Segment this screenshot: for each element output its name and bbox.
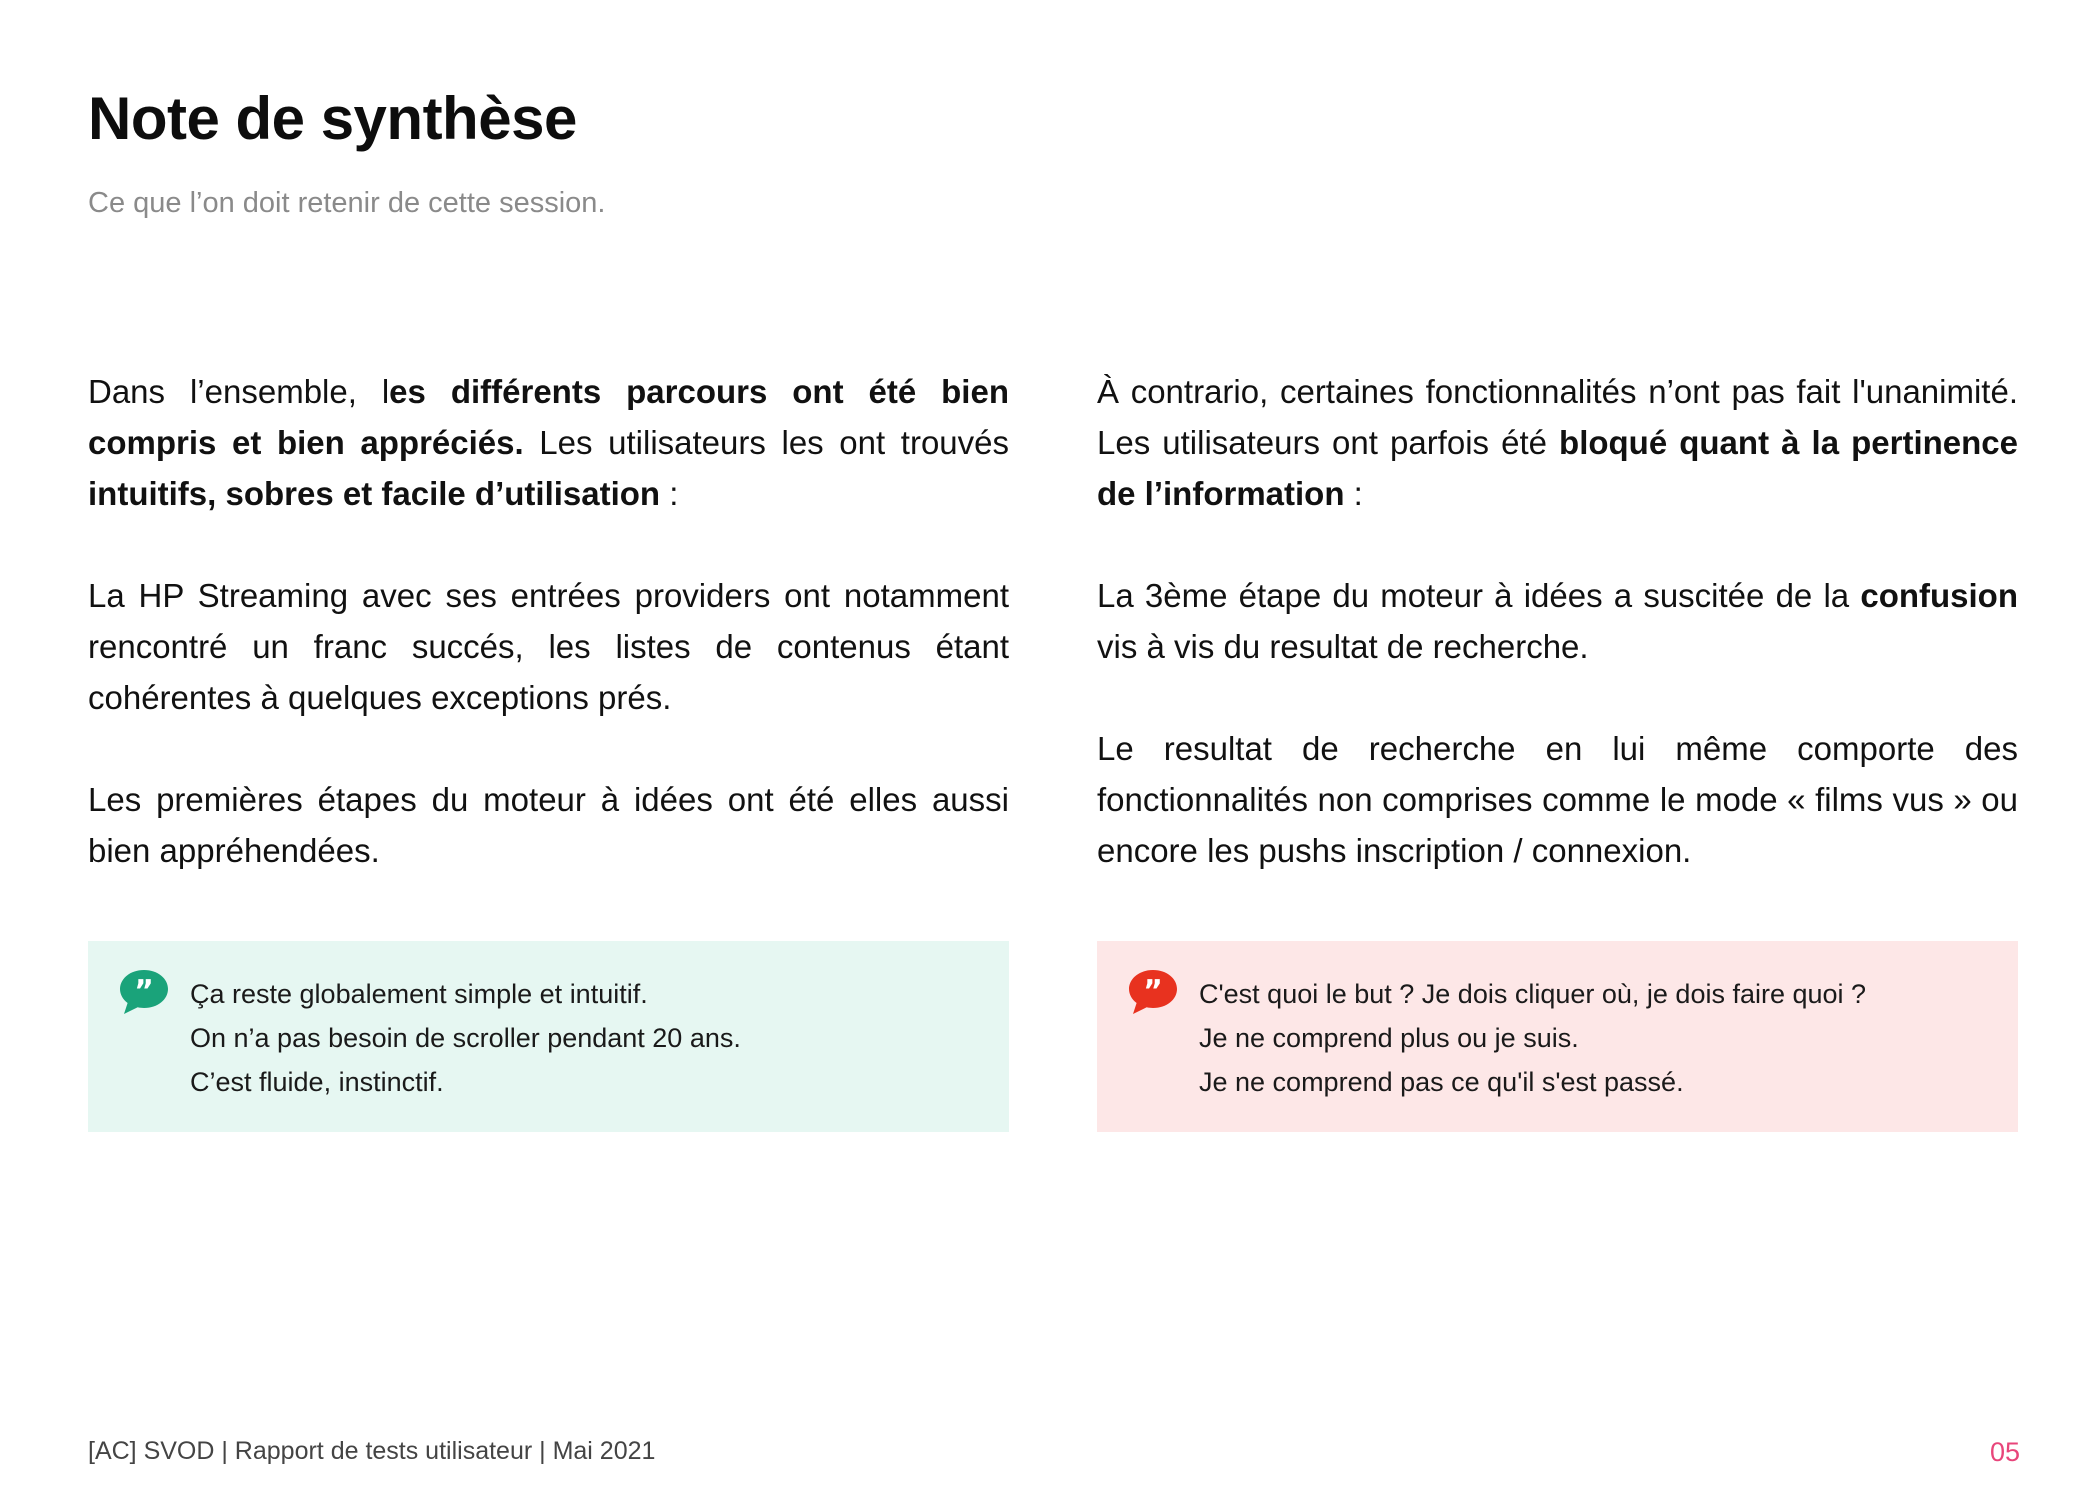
positive-quote-box bbox=[88, 941, 1009, 1132]
negative-quote-text bbox=[1199, 972, 1866, 1104]
svg-text:”: ” bbox=[1143, 974, 1163, 1009]
left-paragraph-2: La HP Streaming avec ses entrées providers ont notamment rencontré un franc succés, les listes de contenus étant cohérentes à quelques exceptions prés. bbox=[88, 577, 1009, 716]
right-paragraph-3: Le resultat de recherche en lui même comporte des fonctionnalités non comprises comme le mode « films vus » ou encore les pushs inscription / connexion. bbox=[1097, 730, 2018, 869]
right-column bbox=[1097, 366, 2018, 927]
quote-line: C'est quoi le but ? Je dois cliquer où, je dois faire quoi ? bbox=[1199, 979, 1867, 1009]
negative-quote-box bbox=[1097, 941, 2018, 1132]
footer-label: [AC] SVOD | Rapport de tests utilisateur | Mai 2021 bbox=[88, 1437, 656, 1465]
left-column bbox=[88, 366, 1009, 927]
left-paragraph-3: Les premières étapes du moteur à idées ont été elles aussi bien appréhendées. bbox=[88, 781, 1009, 869]
quote-line: Ça reste globalement simple et intuitif. bbox=[190, 979, 648, 1009]
svg-text:”: ” bbox=[134, 974, 154, 1009]
quote-line: Je ne comprend plus ou je suis. bbox=[1199, 1023, 1579, 1053]
left-paragraph-1: Dans l’ensemble, les différents parcours ont été bien compris et bien appréciés. Les utilisateurs les ont trouvés intuitifs, sobres et facile d’utilisation : bbox=[88, 373, 1010, 512]
page-title: Note de synthèse bbox=[88, 85, 577, 152]
positive-quote-text bbox=[190, 972, 741, 1104]
right-paragraph-2: La 3ème étape du moteur à idées a suscitée de la confusion vis à vis du resultat de recherche. bbox=[1097, 577, 2018, 665]
right-paragraph-1: À contrario, certaines fonctionnalités n’ont pas fait l'unanimité. Les utilisateurs ont parfois été bloqué quant à la pertinence de l’information : bbox=[1097, 373, 2018, 512]
page-number: 05 bbox=[1989, 1437, 2020, 1467]
quote-line: Je ne comprend pas ce qu'il s'est passé. bbox=[1199, 1067, 1684, 1097]
page-subtitle: Ce que l’on doit retenir de cette session. bbox=[88, 187, 606, 219]
quote-line: C’est fluide, instinctif. bbox=[190, 1067, 444, 1097]
quote-bubble-icon bbox=[1127, 968, 1179, 1016]
quote-bubble-icon bbox=[118, 968, 170, 1016]
quote-line: On n’a pas besoin de scroller pendant 20 ans. bbox=[190, 1023, 741, 1053]
